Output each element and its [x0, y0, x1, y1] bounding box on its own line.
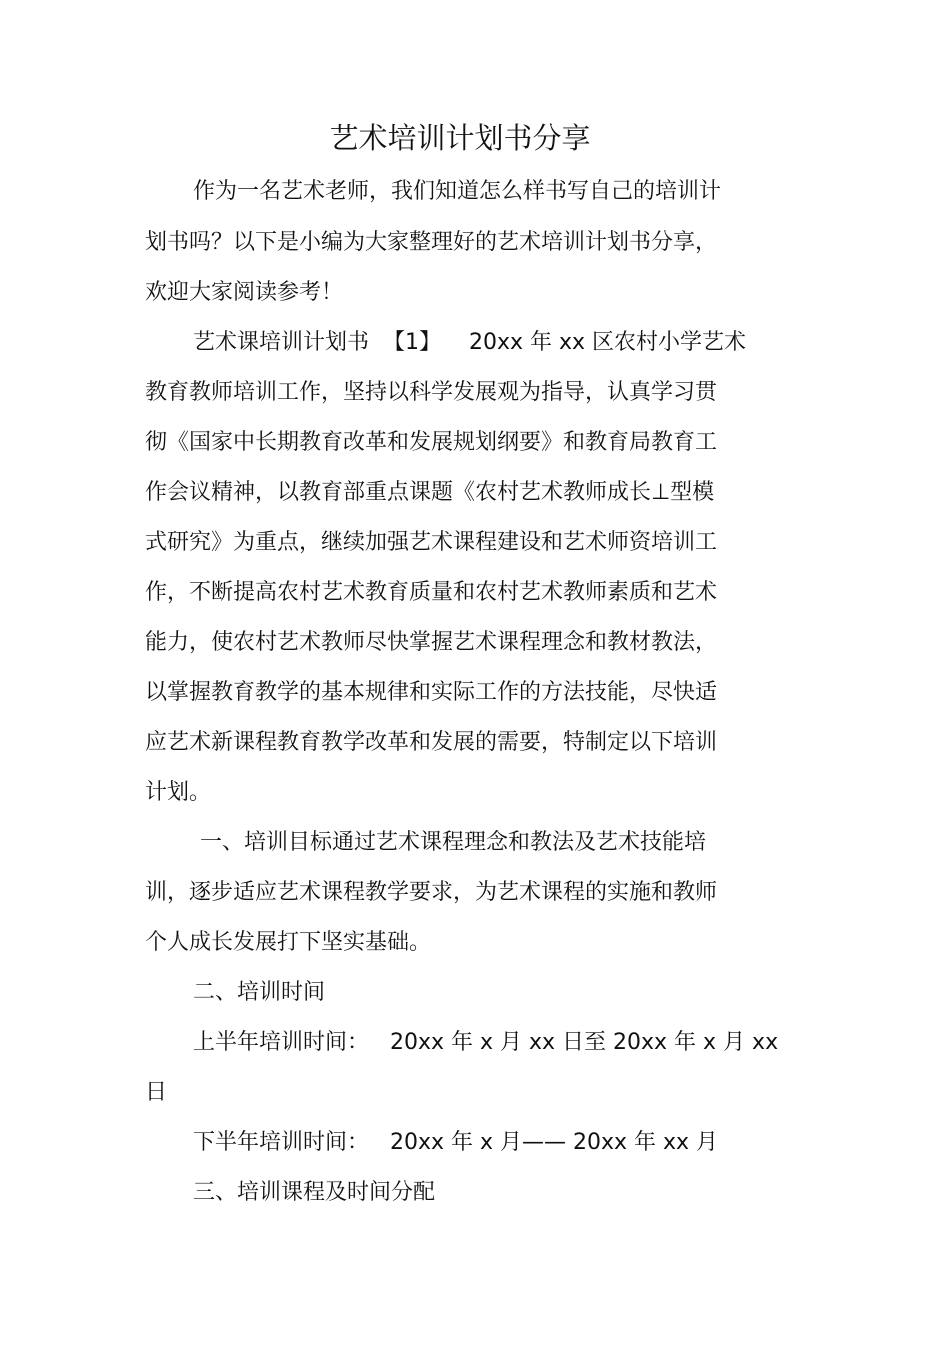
paragraph-line: 训，逐步适应艺术课程教学要求，为艺术课程的实施和教师: [145, 880, 718, 905]
schedule-line: 下半年培训时间： 20xx 年 x 月—— 20xx 年 xx 月: [193, 1130, 719, 1155]
paragraph-line: 计划。: [145, 780, 212, 805]
paragraph-line: 作，不断提高农村艺术教育质量和农村艺术教师素质和艺术: [145, 580, 718, 605]
paragraph-line: 作会议精神，以教育部重点课题《农村艺术教师成长⊥型模: [145, 480, 715, 505]
paragraph-line: 彻《国家中长期教育改革和发展规划纲要》和教育局教育工: [145, 430, 718, 455]
schedule-line: 上半年培训时间： 20xx 年 x 月 xx 日至 20xx 年 x 月 xx: [193, 1030, 779, 1055]
paragraph-line: 教育教师培训工作，坚持以科学发展观为指导，认真学习贯: [145, 380, 718, 405]
section-heading-line: 一、培训目标通过艺术课程理念和教法及艺术技能培: [200, 830, 707, 855]
section-heading: 三、培训课程及时间分配: [193, 1180, 436, 1205]
document-title: 艺术培训计划书分享: [329, 121, 591, 155]
paragraph-line: 能力，使农村艺术教师尽快掌握艺术课程理念和教材教法，: [145, 630, 718, 655]
paragraph-line: 作为一名艺术老师，我们知道怎么样书写自己的培训计: [193, 179, 722, 204]
paragraph-line: 应艺术新课程教育教学改革和发展的需要，特制定以下培训: [145, 730, 718, 755]
paragraph-line: 式研究》为重点，继续加强艺术课程建设和艺术师资培训工: [145, 530, 718, 555]
paragraph-line: 欢迎大家阅读参考！: [145, 280, 344, 305]
section-heading: 二、培训时间: [193, 980, 326, 1005]
schedule-line: 日: [145, 1080, 168, 1105]
paragraph-line: 划书吗？以下是小编为大家整理好的艺术培训计划书分享，: [145, 230, 718, 255]
paragraph-line: 个人成长发展打下坚实基础。: [145, 930, 432, 955]
paragraph-line: 艺术课培训计划书 【1】 20xx 年 xx 区农村小学艺术: [193, 330, 747, 355]
paragraph-line: 以掌握教育教学的基本规律和实际工作的方法技能，尽快适: [145, 680, 718, 705]
